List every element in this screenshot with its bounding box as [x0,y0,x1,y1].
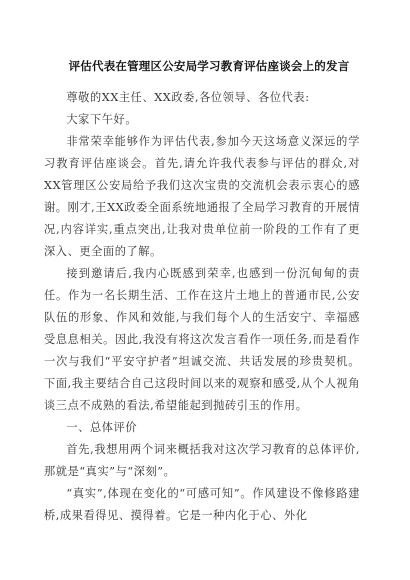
paragraph-1: 非常荣幸能够作为评估代表,参加今天这场意义深远的学习教育评估座谈会。首先,请允许我代表参与评估的群众,对XX管理区公安局给予我们这次宝贵的交流机会表示衷心的感谢。刚才,王XX政委全面系统地通报了全局学习教育的开展情况,内容详实,重点突出,让我对贵单位前一阶段的工作有了更深入、更全面的了解。 [44,135,360,258]
greeting: 大家下午好。 [66,113,138,126]
section-heading: 一、总体评价 [66,421,138,434]
document-title: 评估代表在管理区公安局学习教育评估座谈会上的发言 [68,59,350,73]
paragraph-3: 首先,我想用两个词来概括我对这次学习教育的总体评价,那就是“真实”与“深刻”。 [44,443,360,478]
paragraph-4: “真实”,体现在变化的“可感可知”。作风建设不像修路建桥,成果看得见、摸得着。它是一种内化于心、外化 [44,487,360,522]
salutation: 尊敬的XX主任、XX政委,各位领导、各位代表: [66,91,310,104]
paragraph-2: 接到邀请后,我内心既感到荣幸,也感到一份沉甸甸的责任。作为一名长期生活、工作在这片土地上的普通市民,公安队伍的形象、作风和效能,与我们每个人的生活安宁、幸福感受息息相关。因此,我没有将这次发言看作一项任务,而是看作一次与我们“平安守护者”坦诚交流、共话发展的珍贵契机。下面,我主要结合自己这段时间以来的观察和感受,从个人视角谈三点不成熟的看法,希望能起到抛砖引玉的作用。 [44,267,360,412]
